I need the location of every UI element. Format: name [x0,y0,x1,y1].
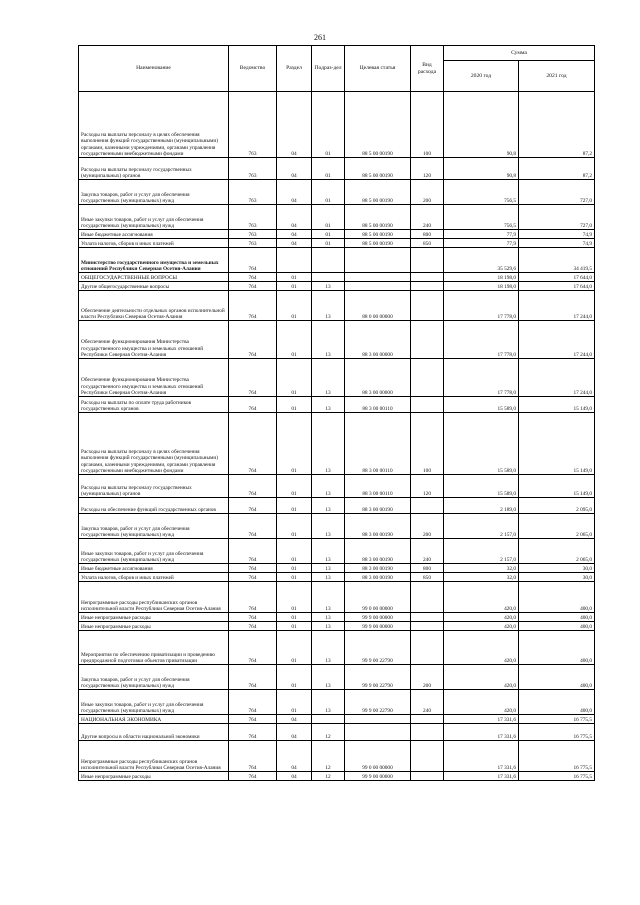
row-dept: 764 [229,282,277,291]
row-name: Другие общегосударственные вопросы [79,282,229,291]
row-sum-2021: 16 775,5 [519,724,595,741]
row-subsection: 01 [312,92,345,158]
row-name: Министерство государственного имущества и земельных отношений Республики Северная Осетия-Алания [79,248,229,273]
row-name: Непрограммные расходы республиканских органов исполнительной власти Республики Северная Осетия-Алания [79,582,229,613]
row-expense-type [411,715,444,724]
row-dept: 764 [229,539,277,564]
row-expense-type [411,248,444,273]
row-sum-2021: 16 775,5 [519,741,595,772]
table-row [79,282,595,291]
row-target: 88 3 00 00110 [345,413,411,475]
row-expense-type [411,724,444,741]
header-expense-type: Вид расхода [411,46,444,92]
row-expense-type [411,359,444,397]
row-target: 88 0 00 00000 [345,291,411,321]
row-name: Иные бюджетные ассигнования [79,564,229,573]
row-sum-2020: 15 589,0 [444,475,519,498]
row-sum-2020: 17 331,6 [444,724,519,741]
row-section: 04 [277,230,312,239]
row-dept: 764 [229,573,277,582]
table-row [79,273,595,282]
header-year-2021: 2021 год [519,61,595,92]
table-row [79,413,595,475]
row-section: 01 [277,631,312,665]
row-expense-type: 200 [411,514,444,539]
row-name: Обеспечение деятельности отдельных органов исполнительной власти Республики Северная Осетия-Алания [79,291,229,321]
table-row [79,741,595,772]
row-dept: 764 [229,291,277,321]
row-expense-type: 800 [411,230,444,239]
row-sum-2021: 17 244,0 [519,321,595,359]
row-dept: 764 [229,273,277,282]
row-target: 88 5 00 00190 [345,230,411,239]
row-section: 01 [277,282,312,291]
row-sum-2020: 2 189,0 [444,498,519,514]
row-expense-type [411,498,444,514]
row-sum-2020: 420,0 [444,613,519,622]
row-expense-type: 120 [411,158,444,180]
row-dept: 763 [229,205,277,230]
row-subsection: 01 [312,230,345,239]
row-section: 01 [277,665,312,690]
row-dept: 764 [229,564,277,573]
row-sum-2020: 90,8 [444,158,519,180]
row-dept: 764 [229,724,277,741]
row-subsection: 13 [312,514,345,539]
row-sum-2020: 17 331,6 [444,715,519,724]
row-sum-2020: 32,0 [444,573,519,582]
row-section: 01 [277,582,312,613]
row-sum-2021: 34 419,5 [519,248,595,273]
row-sum-2021: 17 244,0 [519,291,595,321]
row-expense-type [411,622,444,631]
row-sum-2021: 87,2 [519,158,595,180]
row-sum-2020: 2 157,0 [444,514,519,539]
row-subsection: 13 [312,475,345,498]
row-section: 01 [277,273,312,282]
table-row [79,230,595,239]
row-sum-2020: 35 529,6 [444,248,519,273]
row-target: 99 0 00 00000 [345,741,411,772]
row-subsection: 12 [312,772,345,781]
row-subsection: 13 [312,413,345,475]
row-dept: 764 [229,665,277,690]
row-subsection: 01 [312,180,345,205]
header-sum: Сумма [444,46,595,61]
table-row [79,239,595,248]
row-sum-2020: 17 778,0 [444,291,519,321]
table-row [79,573,595,582]
table-row [79,180,595,205]
row-expense-type: 240 [411,539,444,564]
row-name: Расходы на выплаты персоналу в целях обеспечения выполнения функций государственными (муниципальными) органами, казенными учреждениями, органами управления государственными внебюджетными фондами [79,92,229,158]
row-subsection: 13 [312,631,345,665]
row-target: 88 3 00 00110 [345,397,411,413]
table-row [79,564,595,573]
table-row [79,665,595,690]
table-row [79,291,595,321]
row-expense-type [411,291,444,321]
row-sum-2021: 727,0 [519,205,595,230]
row-sum-2020: 420,0 [444,665,519,690]
row-name: Расходы на выплаты персоналу государственных (муниципальных) органов [79,158,229,180]
row-section: 01 [277,573,312,582]
row-subsection: 13 [312,498,345,514]
row-sum-2021: 400,0 [519,690,595,715]
row-dept: 763 [229,180,277,205]
row-target: 88 5 00 00190 [345,158,411,180]
table-row [79,690,595,715]
row-sum-2021: 17 644,0 [519,282,595,291]
row-name: Непрограммные расходы республиканских органов исполнительной власти Республики Северная Осетия-Алания [79,741,229,772]
row-section: 01 [277,359,312,397]
row-sum-2021: 400,0 [519,613,595,622]
row-sum-2021: 727,0 [519,180,595,205]
row-subsection: 13 [312,573,345,582]
row-expense-type: 850 [411,573,444,582]
row-subsection: 01 [312,239,345,248]
row-sum-2021: 2 065,0 [519,539,595,564]
header-year-2020: 2020 год [444,61,519,92]
row-section: 01 [277,413,312,475]
row-sum-2020: 17 331,6 [444,741,519,772]
row-target: 99 9 00 00000 [345,622,411,631]
row-name: ОБЩЕГОСУДАРСТВЕННЫЕ ВОПРОСЫ [79,273,229,282]
row-expense-type [411,321,444,359]
row-sum-2021: 2 065,0 [519,514,595,539]
row-name: Иные непрограммные расходы [79,622,229,631]
row-section: 01 [277,475,312,498]
row-subsection [312,273,345,282]
row-target: 99 9 00 22790 [345,631,411,665]
row-sum-2020: 420,0 [444,622,519,631]
row-dept: 763 [229,158,277,180]
table-row [79,359,595,397]
row-sum-2021: 17 644,0 [519,273,595,282]
row-dept: 764 [229,631,277,665]
row-target: 99 9 00 00000 [345,613,411,622]
row-name: Расходы на обеспечение функций государственных органов [79,498,229,514]
row-dept: 764 [229,622,277,631]
row-sum-2021: 400,0 [519,622,595,631]
row-sum-2020: 77,9 [444,239,519,248]
row-subsection: 13 [312,564,345,573]
row-name: Расходы на выплаты персоналу государственных (муниципальных) органов [79,475,229,498]
row-dept: 764 [229,359,277,397]
table-row [79,475,595,498]
row-name: Расходы на выплаты по оплате труда работников государственных органов [79,397,229,413]
row-dept: 764 [229,690,277,715]
row-dept: 764 [229,613,277,622]
row-section [277,248,312,273]
row-expense-type [411,282,444,291]
row-target: 88 5 00 00190 [345,205,411,230]
row-name: Уплата налогов, сборов и иных платежей [79,239,229,248]
row-sum-2020: 90,8 [444,92,519,158]
row-sum-2020: 420,0 [444,582,519,613]
row-target: 99 0 00 00000 [345,582,411,613]
row-sum-2021: 74,9 [519,230,595,239]
header-subsection: Подраз-дел [312,46,345,92]
row-expense-type [411,631,444,665]
row-subsection: 12 [312,724,345,741]
row-subsection [312,715,345,724]
row-target: 88 3 00 00190 [345,564,411,573]
row-dept: 764 [229,715,277,724]
header-target: Целевая статья [345,46,411,92]
table-row [79,498,595,514]
table-row [79,321,595,359]
row-dept: 763 [229,92,277,158]
table-row [79,92,595,158]
row-section: 04 [277,205,312,230]
row-section: 04 [277,715,312,724]
table-row [79,248,595,273]
row-dept: 764 [229,741,277,772]
row-section: 01 [277,622,312,631]
row-expense-type [411,582,444,613]
budget-table [78,45,595,781]
row-name: Иные закупки товаров, работ и услуг для обеспечения государственных (муниципальных) нужд [79,690,229,715]
row-expense-type [411,273,444,282]
row-name: Закупка товаров, работ и услуг для обеспечения государственных (муниципальных) нужд [79,514,229,539]
row-name: Иные непрограммные расходы [79,613,229,622]
row-section: 01 [277,397,312,413]
row-section: 04 [277,158,312,180]
row-subsection: 13 [312,282,345,291]
row-sum-2020: 18 198,0 [444,282,519,291]
table-row [79,205,595,230]
row-name: Иные закупки товаров, работ и услуг для обеспечения государственных (муниципальных) нужд [79,539,229,564]
row-sum-2021: 30,0 [519,573,595,582]
row-sum-2021: 15 149,0 [519,413,595,475]
row-target [345,273,411,282]
row-subsection: 13 [312,539,345,564]
row-dept: 764 [229,772,277,781]
row-sum-2021: 400,0 [519,582,595,613]
row-section: 04 [277,772,312,781]
row-expense-type: 200 [411,180,444,205]
row-sum-2021: 87,2 [519,92,595,158]
row-dept: 764 [229,514,277,539]
row-target: 88 5 00 00190 [345,92,411,158]
row-dept: 764 [229,582,277,613]
row-name: Иные бюджетные ассигнования [79,230,229,239]
row-expense-type [411,772,444,781]
row-sum-2021: 2 095,0 [519,498,595,514]
row-expense-type: 240 [411,690,444,715]
row-target: 99 9 00 22790 [345,665,411,690]
row-dept: 763 [229,239,277,248]
row-dept: 764 [229,413,277,475]
row-name: Другие вопросы в области национальной экономики [79,724,229,741]
table-row [79,514,595,539]
table-row [79,397,595,413]
row-subsection: 12 [312,741,345,772]
row-dept: 764 [229,397,277,413]
row-subsection: 13 [312,359,345,397]
table-row [79,715,595,724]
table-header [79,46,595,92]
row-sum-2020: 756,5 [444,205,519,230]
row-subsection: 13 [312,291,345,321]
row-target: 88 3 00 00110 [345,475,411,498]
row-dept: 763 [229,230,277,239]
row-section: 01 [277,564,312,573]
row-target: 99 9 00 00000 [345,772,411,781]
row-dept: 764 [229,475,277,498]
row-section: 04 [277,92,312,158]
row-target: 88 5 00 00190 [345,180,411,205]
row-section: 01 [277,498,312,514]
row-sum-2021: 400,0 [519,665,595,690]
row-subsection: 13 [312,582,345,613]
row-section: 01 [277,514,312,539]
row-name: Иные непрограммные расходы [79,772,229,781]
row-expense-type: 100 [411,92,444,158]
row-dept: 764 [229,248,277,273]
row-target: 99 9 00 22790 [345,690,411,715]
row-expense-type: 800 [411,564,444,573]
row-subsection: 13 [312,690,345,715]
row-target: 88 3 00 00000 [345,359,411,397]
row-name: Расходы на выплаты персоналу в целях обеспечения выполнения функций государственными (муниципальными) органами, казенными учреждениями, органами управления государственными внебюджетными фондами [79,413,229,475]
row-sum-2021: 15 149,0 [519,397,595,413]
row-section: 04 [277,724,312,741]
row-sum-2020: 15 589,0 [444,413,519,475]
table-row [79,622,595,631]
row-name: Мероприятия по обеспечению приватизации и проведению предпродажной подготовки объектов приватизации [79,631,229,665]
row-target [345,248,411,273]
row-subsection: 13 [312,665,345,690]
row-name: Иные закупки товаров, работ и услуг для обеспечения государственных (муниципальных) нужд [79,205,229,230]
row-subsection: 13 [312,622,345,631]
row-subsection: 13 [312,397,345,413]
table-row [79,631,595,665]
row-section: 01 [277,291,312,321]
row-sum-2020: 2 157,0 [444,539,519,564]
row-section: 04 [277,741,312,772]
row-name: НАЦИОНАЛЬНАЯ ЭКОНОМИКА [79,715,229,724]
row-sum-2020: 17 778,0 [444,359,519,397]
row-name: Уплата налогов, сборов и иных платежей [79,573,229,582]
row-section: 04 [277,180,312,205]
row-sum-2021: 74,9 [519,239,595,248]
row-name: Обеспечение функционирования Министерства государственного имущества и земельных отношений Республики Северная Осетия-Алания [79,321,229,359]
row-subsection [312,248,345,273]
row-subsection: 01 [312,158,345,180]
row-subsection: 01 [312,205,345,230]
page-number: 261 [314,33,326,42]
row-sum-2020: 77,9 [444,230,519,239]
table-body [79,92,595,781]
row-target: 88 3 00 00190 [345,573,411,582]
row-sum-2020: 756,5 [444,180,519,205]
row-expense-type: 120 [411,475,444,498]
row-subsection: 13 [312,321,345,359]
table-row [79,158,595,180]
row-expense-type: 850 [411,239,444,248]
row-subsection: 13 [312,613,345,622]
table-row [79,772,595,781]
row-target: 88 3 00 00190 [345,514,411,539]
row-sum-2020: 420,0 [444,690,519,715]
row-sum-2020: 32,0 [444,564,519,573]
row-name: Обеспечение функционирования Министерства государственного имущества и земельных отношений Республики Северная Осетия-Алания [79,359,229,397]
row-expense-type: 200 [411,665,444,690]
header-name: Наименование [79,46,229,92]
row-sum-2021: 30,0 [519,564,595,573]
row-name: Закупка товаров, работ и услуг для обеспечения государственных (муниципальных) нужд [79,665,229,690]
row-sum-2020: 15 589,0 [444,397,519,413]
row-target: 88 3 00 00190 [345,539,411,564]
row-expense-type [411,613,444,622]
row-dept: 764 [229,498,277,514]
row-expense-type: 100 [411,413,444,475]
row-sum-2020: 17 331,6 [444,772,519,781]
row-sum-2020: 17 778,0 [444,321,519,359]
row-section: 01 [277,690,312,715]
row-target [345,715,411,724]
table-row [79,613,595,622]
row-sum-2020: 18 198,0 [444,273,519,282]
row-target [345,724,411,741]
row-target [345,282,411,291]
header-dept: Ведомство [229,46,277,92]
row-section: 01 [277,321,312,359]
row-sum-2021: 15 149,0 [519,475,595,498]
row-sum-2020: 420,0 [444,631,519,665]
table-row [79,724,595,741]
row-section: 01 [277,539,312,564]
row-target: 88 3 00 00190 [345,498,411,514]
row-dept: 764 [229,321,277,359]
row-name: Закупка товаров, работ и услуг для обеспечения государственных (муниципальных) нужд [79,180,229,205]
row-section: 01 [277,613,312,622]
row-expense-type [411,397,444,413]
row-sum-2021: 17 244,0 [519,359,595,397]
row-sum-2021: 400,0 [519,631,595,665]
row-expense-type: 240 [411,205,444,230]
header-section: Раздел [277,46,312,92]
table-row [79,582,595,613]
row-expense-type [411,741,444,772]
row-section: 04 [277,239,312,248]
row-target: 88 5 00 00190 [345,239,411,248]
row-sum-2021: 16 775,5 [519,772,595,781]
row-sum-2021: 16 775,5 [519,715,595,724]
table-row [79,539,595,564]
row-target: 88 3 00 00000 [345,321,411,359]
